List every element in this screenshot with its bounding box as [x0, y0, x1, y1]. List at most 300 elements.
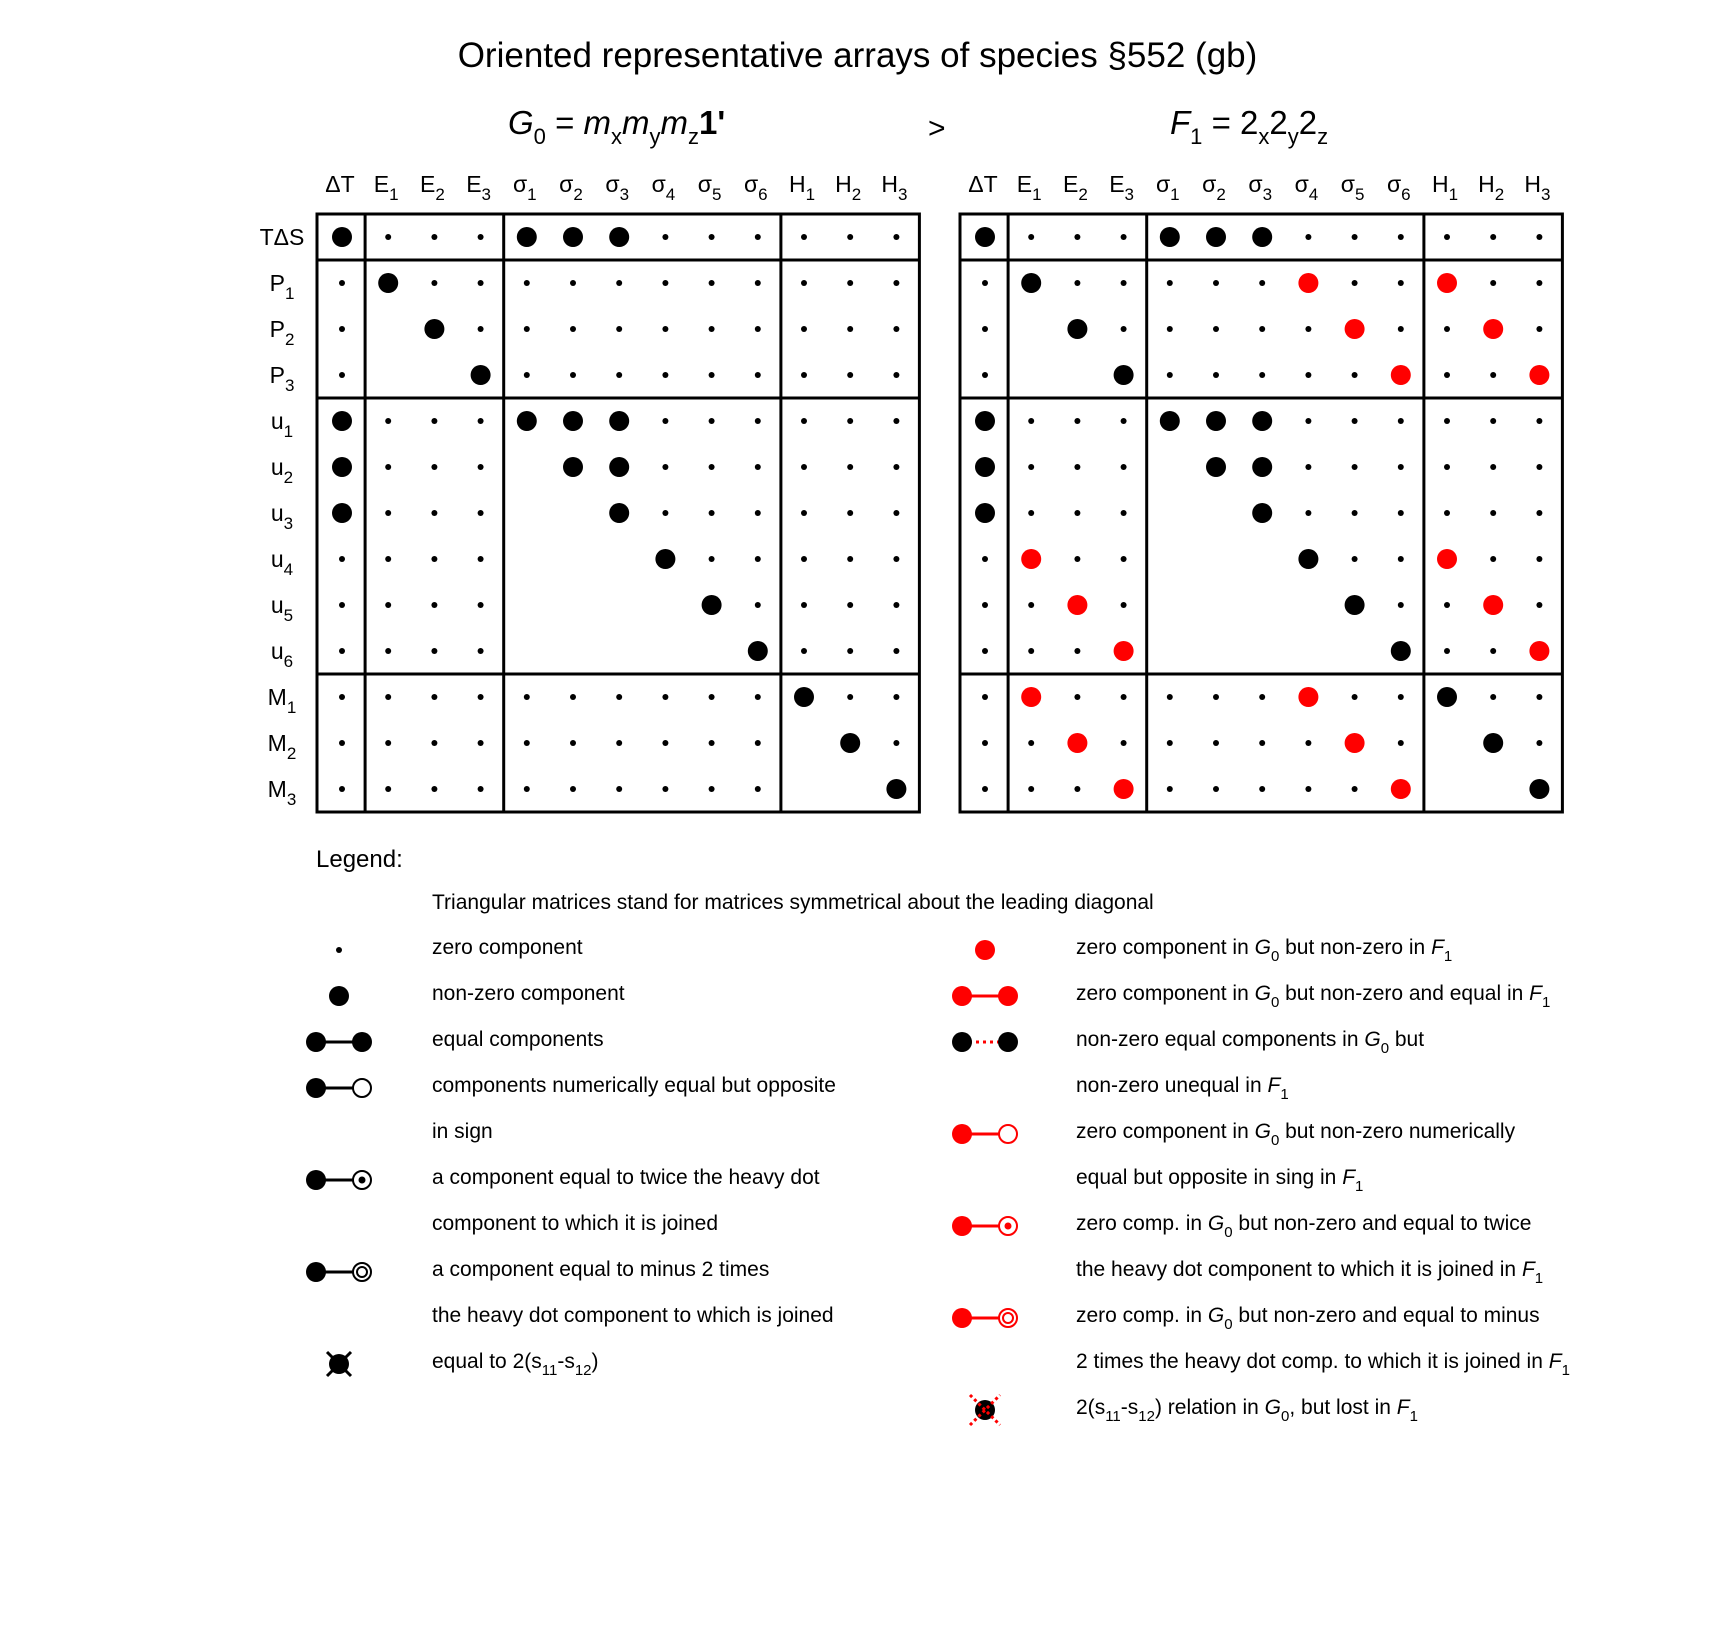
zero-component: [478, 694, 484, 700]
page-title: Oriented representative arrays of species §552 (gb): [457, 36, 1258, 75]
zero-component: [1305, 418, 1311, 424]
zero-component: [1213, 326, 1219, 332]
zero-component: [478, 786, 484, 792]
zero-component: [709, 280, 715, 286]
column-header-right-3: $E_3$: [1109, 171, 1135, 204]
zero-component: [847, 234, 853, 240]
zero-component: [662, 740, 668, 746]
zero-component: [709, 694, 715, 700]
legend-text: zero comp. in $G_0$ but non-zero and equal to twice: [1076, 1212, 1532, 1241]
non-zero-component: [332, 227, 352, 247]
non-zero-component: [794, 687, 814, 707]
zero-component: [478, 326, 484, 332]
zero-component: [982, 694, 988, 700]
zero-component: [524, 694, 530, 700]
zero-component: [1490, 418, 1496, 424]
zero-component: [1352, 372, 1358, 378]
legend-text: zero component in $G_0$ but non-zero numerically: [1076, 1120, 1516, 1149]
column-header-left-1: $E_1$: [373, 171, 399, 204]
legend-text: equal but opposite in sing in $F_1$: [1076, 1166, 1364, 1195]
zero-component: [755, 602, 761, 608]
zero-component: [1490, 280, 1496, 286]
column-header-left-2: $E_2$: [419, 171, 445, 204]
zero-component: [478, 556, 484, 562]
non-zero-component: [332, 457, 352, 477]
legend-text: in sign: [432, 1120, 493, 1143]
zero-component: [431, 786, 437, 792]
zero-component: [1028, 510, 1034, 516]
legend-open-circle: [999, 1125, 1017, 1143]
legend-text: zero comp. in $G_0$ but non-zero and equal to minus: [1076, 1304, 1540, 1333]
zero-component: [385, 556, 391, 562]
zero-component: [1121, 326, 1127, 332]
non-zero-component: [517, 411, 537, 431]
zero-component: [1028, 740, 1034, 746]
column-header-left-6: $\sigma_3$: [605, 171, 630, 204]
zero-component: [1490, 556, 1496, 562]
zero-component: [1028, 234, 1034, 240]
legend-text: equal to $2(s_{11}-s_{12})$: [432, 1350, 599, 1379]
zero-component: [847, 464, 853, 470]
zero-component: [1028, 464, 1034, 470]
new-non-zero-component: [1021, 687, 1041, 707]
zero-component: [755, 694, 761, 700]
zero-component: [478, 648, 484, 654]
zero-component: [1305, 326, 1311, 332]
legend-text: zero component: [432, 936, 583, 959]
zero-component: [982, 648, 988, 654]
zero-component: [755, 280, 761, 286]
zero-component: [1167, 786, 1173, 792]
zero-component: [1074, 786, 1080, 792]
non-zero-component: [332, 411, 352, 431]
zero-component: [1121, 556, 1127, 562]
legend-inner-dot: [359, 1177, 366, 1184]
zero-component: [524, 372, 530, 378]
non-zero-component: [1021, 273, 1041, 293]
legend-red-dot: [975, 940, 995, 960]
new-non-zero-component: [1483, 319, 1503, 339]
new-non-zero-component: [1114, 641, 1134, 661]
zero-component: [431, 694, 437, 700]
zero-component: [801, 602, 807, 608]
zero-component: [339, 648, 345, 654]
zero-component: [662, 372, 668, 378]
zero-component: [755, 234, 761, 240]
row-header-12: $M_3$: [267, 776, 297, 809]
zero-component: [1121, 602, 1127, 608]
zero-component: [1028, 648, 1034, 654]
zero-component: [847, 280, 853, 286]
non-zero-component: [702, 595, 722, 615]
column-header-right-11: $H_2$: [1478, 171, 1505, 204]
group-relation-symbol: >: [928, 112, 946, 145]
zero-component: [1121, 418, 1127, 424]
zero-component: [755, 556, 761, 562]
zero-component: [1167, 326, 1173, 332]
zero-component: [1259, 694, 1265, 700]
zero-component: [1398, 280, 1404, 286]
zero-component: [1121, 694, 1127, 700]
legend-text: 2 times the heavy dot comp. to which it is joined in $F_1$: [1076, 1350, 1570, 1379]
legend-heavy-dot: [952, 1216, 972, 1236]
non-zero-component: [1252, 503, 1272, 523]
zero-component: [1398, 234, 1404, 240]
new-non-zero-component: [1114, 779, 1134, 799]
zero-component: [385, 740, 391, 746]
zero-component: [755, 740, 761, 746]
column-header-left-11: $H_2$: [835, 171, 862, 204]
zero-component: [1074, 418, 1080, 424]
zero-component: [893, 602, 899, 608]
zero-component: [709, 740, 715, 746]
zero-component: [1352, 510, 1358, 516]
non-zero-component: [1160, 411, 1180, 431]
zero-component: [1444, 510, 1450, 516]
legend-text: components numerically equal but opposite: [432, 1074, 836, 1097]
zero-component: [1398, 326, 1404, 332]
non-zero-component: [1252, 227, 1272, 247]
zero-component: [893, 372, 899, 378]
legend-text: a component equal to twice the heavy dot: [432, 1166, 820, 1189]
legend-open-circle: [999, 1309, 1017, 1327]
zero-component: [847, 418, 853, 424]
non-zero-component: [975, 411, 995, 431]
zero-component: [339, 602, 345, 608]
zero-component: [709, 326, 715, 332]
zero-component: [982, 602, 988, 608]
zero-component: [1028, 418, 1034, 424]
column-header-right-4: $\sigma_1$: [1155, 171, 1180, 204]
zero-component: [1536, 280, 1542, 286]
zero-component: [431, 234, 437, 240]
zero-component: [339, 786, 345, 792]
column-header-right-7: $\sigma_4$: [1294, 171, 1319, 204]
zero-component: [847, 510, 853, 516]
zero-component: [431, 464, 437, 470]
zero-component: [616, 786, 622, 792]
zero-component: [1536, 510, 1542, 516]
zero-component: [1305, 464, 1311, 470]
row-header-10: $M_1$: [267, 684, 297, 717]
legend-big-dot: [329, 986, 349, 1006]
legend-text: $2(s_{11}-s_{12})$ relation in $G_0$, but lost in $F_1$: [1076, 1396, 1418, 1425]
zero-component: [570, 372, 576, 378]
column-header-right-5: $\sigma_2$: [1202, 171, 1226, 204]
zero-component: [1444, 464, 1450, 470]
zero-component: [1074, 648, 1080, 654]
zero-component: [431, 740, 437, 746]
zero-component: [478, 464, 484, 470]
zero-component: [1352, 418, 1358, 424]
zero-component: [478, 510, 484, 516]
zero-component: [1444, 372, 1450, 378]
legend-text: a component equal to minus 2 times: [432, 1258, 770, 1281]
non-zero-component: [609, 227, 629, 247]
legend-text: the heavy dot component to which is joined: [432, 1304, 834, 1327]
zero-component: [1352, 556, 1358, 562]
zero-component: [662, 510, 668, 516]
zero-component: [431, 510, 437, 516]
zero-component: [1490, 464, 1496, 470]
non-zero-component: [748, 641, 768, 661]
non-zero-component: [1206, 411, 1226, 431]
zero-component: [1490, 694, 1496, 700]
zero-component: [1121, 740, 1127, 746]
zero-component: [431, 602, 437, 608]
zero-component: [1490, 234, 1496, 240]
legend-inner-dot: [1005, 1223, 1012, 1230]
zero-component: [570, 280, 576, 286]
zero-component: [339, 556, 345, 562]
legend-text: non-zero component: [432, 982, 625, 1005]
zero-component: [1213, 786, 1219, 792]
non-zero-component: [1298, 549, 1318, 569]
zero-component: [1167, 372, 1173, 378]
zero-component: [1398, 464, 1404, 470]
zero-component: [893, 280, 899, 286]
column-header-left-8: $\sigma_5$: [697, 171, 722, 204]
column-header-left-3: $E_3$: [466, 171, 492, 204]
column-header-right-8: $\sigma_5$: [1340, 171, 1365, 204]
zero-component: [1121, 280, 1127, 286]
column-header-left-12: $H_3$: [881, 171, 908, 204]
row-header-4: $u_1$: [270, 408, 294, 441]
zero-component: [1028, 602, 1034, 608]
zero-component: [801, 648, 807, 654]
zero-component: [1074, 234, 1080, 240]
legend-text: equal components: [432, 1028, 604, 1051]
zero-component: [847, 694, 853, 700]
column-header-right-12: $H_3$: [1524, 171, 1551, 204]
zero-component: [385, 464, 391, 470]
legend-heading: Legend:: [316, 846, 403, 873]
non-zero-component: [975, 503, 995, 523]
non-zero-component: [1391, 641, 1411, 661]
non-zero-component: [424, 319, 444, 339]
column-header-right-0: ΔT: [968, 171, 998, 197]
zero-component: [709, 418, 715, 424]
new-non-zero-component: [1021, 549, 1041, 569]
zero-component: [1213, 694, 1219, 700]
zero-component: [1444, 326, 1450, 332]
non-zero-component: [609, 503, 629, 523]
zero-component: [1305, 372, 1311, 378]
zero-component: [478, 602, 484, 608]
zero-component: [662, 280, 668, 286]
zero-component: [709, 464, 715, 470]
zero-component: [385, 418, 391, 424]
zero-component: [570, 740, 576, 746]
zero-component: [801, 510, 807, 516]
zero-component: [1398, 510, 1404, 516]
zero-component: [709, 786, 715, 792]
zero-component: [478, 234, 484, 240]
zero-component: [1259, 326, 1265, 332]
zero-component: [1074, 556, 1080, 562]
zero-component: [1305, 510, 1311, 516]
legend-text: zero component in $G_0$ but non-zero in $F_1$: [1076, 936, 1453, 965]
zero-component: [755, 464, 761, 470]
zero-component: [1074, 280, 1080, 286]
zero-component: [662, 418, 668, 424]
zero-component: [1305, 786, 1311, 792]
non-zero-component: [1114, 365, 1134, 385]
column-header-right-2: $E_2$: [1062, 171, 1088, 204]
zero-component: [801, 372, 807, 378]
zero-component: [801, 464, 807, 470]
non-zero-component: [332, 503, 352, 523]
zero-component: [339, 372, 345, 378]
new-non-zero-component: [1345, 319, 1365, 339]
zero-component: [385, 234, 391, 240]
zero-component: [893, 464, 899, 470]
zero-component: [1259, 280, 1265, 286]
zero-component: [1444, 648, 1450, 654]
new-non-zero-component: [1437, 273, 1457, 293]
zero-component: [1305, 234, 1311, 240]
row-header-1: $P_1$: [269, 270, 295, 303]
zero-component: [1259, 372, 1265, 378]
new-non-zero-component: [1345, 733, 1365, 753]
zero-component: [1352, 464, 1358, 470]
legend-heavy-dot: [306, 1078, 326, 1098]
legend-text: the heavy dot component to which it is joined in $F_1$: [1076, 1258, 1544, 1287]
zero-component: [1121, 510, 1127, 516]
zero-component: [893, 740, 899, 746]
zero-component: [1398, 740, 1404, 746]
non-zero-component: [471, 365, 491, 385]
zero-component: [431, 280, 437, 286]
zero-component: [1444, 234, 1450, 240]
legend-text: zero component in $G_0$ but non-zero and equal in $F_1$: [1076, 982, 1551, 1011]
new-non-zero-component: [1391, 365, 1411, 385]
zero-component: [431, 418, 437, 424]
zero-component: [893, 326, 899, 332]
zero-component: [570, 786, 576, 792]
zero-component: [524, 740, 530, 746]
zero-component: [801, 234, 807, 240]
legend-heavy-dot: [306, 1032, 326, 1052]
legend-heavy-dot: [306, 1170, 326, 1190]
zero-component: [385, 786, 391, 792]
zero-component: [385, 510, 391, 516]
legend-small-dot: [336, 947, 342, 953]
zero-component: [893, 694, 899, 700]
legend-open-circle: [353, 1079, 371, 1097]
zero-component: [801, 326, 807, 332]
zero-component: [801, 280, 807, 286]
non-zero-component: [1437, 687, 1457, 707]
zero-component: [339, 326, 345, 332]
zero-component: [1490, 648, 1496, 654]
zero-component: [662, 234, 668, 240]
zero-component: [385, 602, 391, 608]
zero-component: [847, 326, 853, 332]
zero-component: [1074, 694, 1080, 700]
zero-component: [755, 372, 761, 378]
zero-component: [1536, 464, 1542, 470]
zero-component: [1536, 326, 1542, 332]
zero-component: [1398, 694, 1404, 700]
zero-component: [431, 648, 437, 654]
legend-heavy-dot: [998, 986, 1018, 1006]
zero-component: [982, 280, 988, 286]
zero-component: [616, 280, 622, 286]
new-non-zero-component: [1437, 549, 1457, 569]
zero-component: [847, 556, 853, 562]
new-non-zero-component: [1067, 595, 1087, 615]
non-zero-component: [1067, 319, 1087, 339]
zero-component: [1121, 234, 1127, 240]
zero-component: [1444, 418, 1450, 424]
new-non-zero-component: [1067, 733, 1087, 753]
zero-component: [893, 648, 899, 654]
zero-component: [1352, 694, 1358, 700]
zero-component: [478, 280, 484, 286]
zero-component: [524, 326, 530, 332]
legend-heavy-dot: [952, 986, 972, 1006]
zero-component: [1167, 280, 1173, 286]
row-header-8: $u_5$: [270, 592, 294, 625]
zero-component: [1352, 234, 1358, 240]
zero-component: [982, 372, 988, 378]
legend-heavy-dot: [306, 1262, 326, 1282]
zero-component: [662, 786, 668, 792]
legend-text: non-zero equal components in $G_0$ but: [1076, 1028, 1425, 1057]
zero-component: [339, 280, 345, 286]
zero-component: [1028, 786, 1034, 792]
non-zero-component: [1483, 733, 1503, 753]
zero-component: [982, 326, 988, 332]
column-header-left-4: $\sigma_1$: [512, 171, 537, 204]
zero-component: [1259, 740, 1265, 746]
zero-component: [570, 694, 576, 700]
zero-component: [1213, 372, 1219, 378]
zero-component: [431, 556, 437, 562]
zero-component: [616, 372, 622, 378]
zero-component: [1398, 418, 1404, 424]
row-header-5: $u_2$: [270, 454, 294, 487]
non-zero-component: [1529, 779, 1549, 799]
new-non-zero-component: [1529, 641, 1549, 661]
non-zero-component: [1206, 457, 1226, 477]
column-header-left-0: ΔT: [325, 171, 355, 197]
zero-component: [1074, 464, 1080, 470]
zero-component: [709, 372, 715, 378]
zero-component: [662, 326, 668, 332]
column-header-left-9: $\sigma_6$: [743, 171, 768, 204]
group-f1-formula: $F_1 = 2_x2_y2_z$: [1170, 104, 1329, 149]
legend-heavy-dot: [352, 1032, 372, 1052]
zero-component: [1398, 556, 1404, 562]
legend-heavy-dot: [952, 1032, 972, 1052]
non-zero-component: [840, 733, 860, 753]
row-header-7: $u_4$: [270, 546, 294, 579]
zero-component: [1490, 372, 1496, 378]
zero-component: [339, 740, 345, 746]
non-zero-component: [1206, 227, 1226, 247]
row-header-2: $P_2$: [269, 316, 295, 349]
column-header-right-1: $E_1$: [1016, 171, 1042, 204]
zero-component: [893, 234, 899, 240]
zero-component: [524, 786, 530, 792]
column-header-left-5: $\sigma_2$: [559, 171, 583, 204]
zero-component: [385, 648, 391, 654]
new-non-zero-component: [1529, 365, 1549, 385]
row-header-6: $u_3$: [270, 500, 294, 533]
zero-component: [1536, 418, 1542, 424]
